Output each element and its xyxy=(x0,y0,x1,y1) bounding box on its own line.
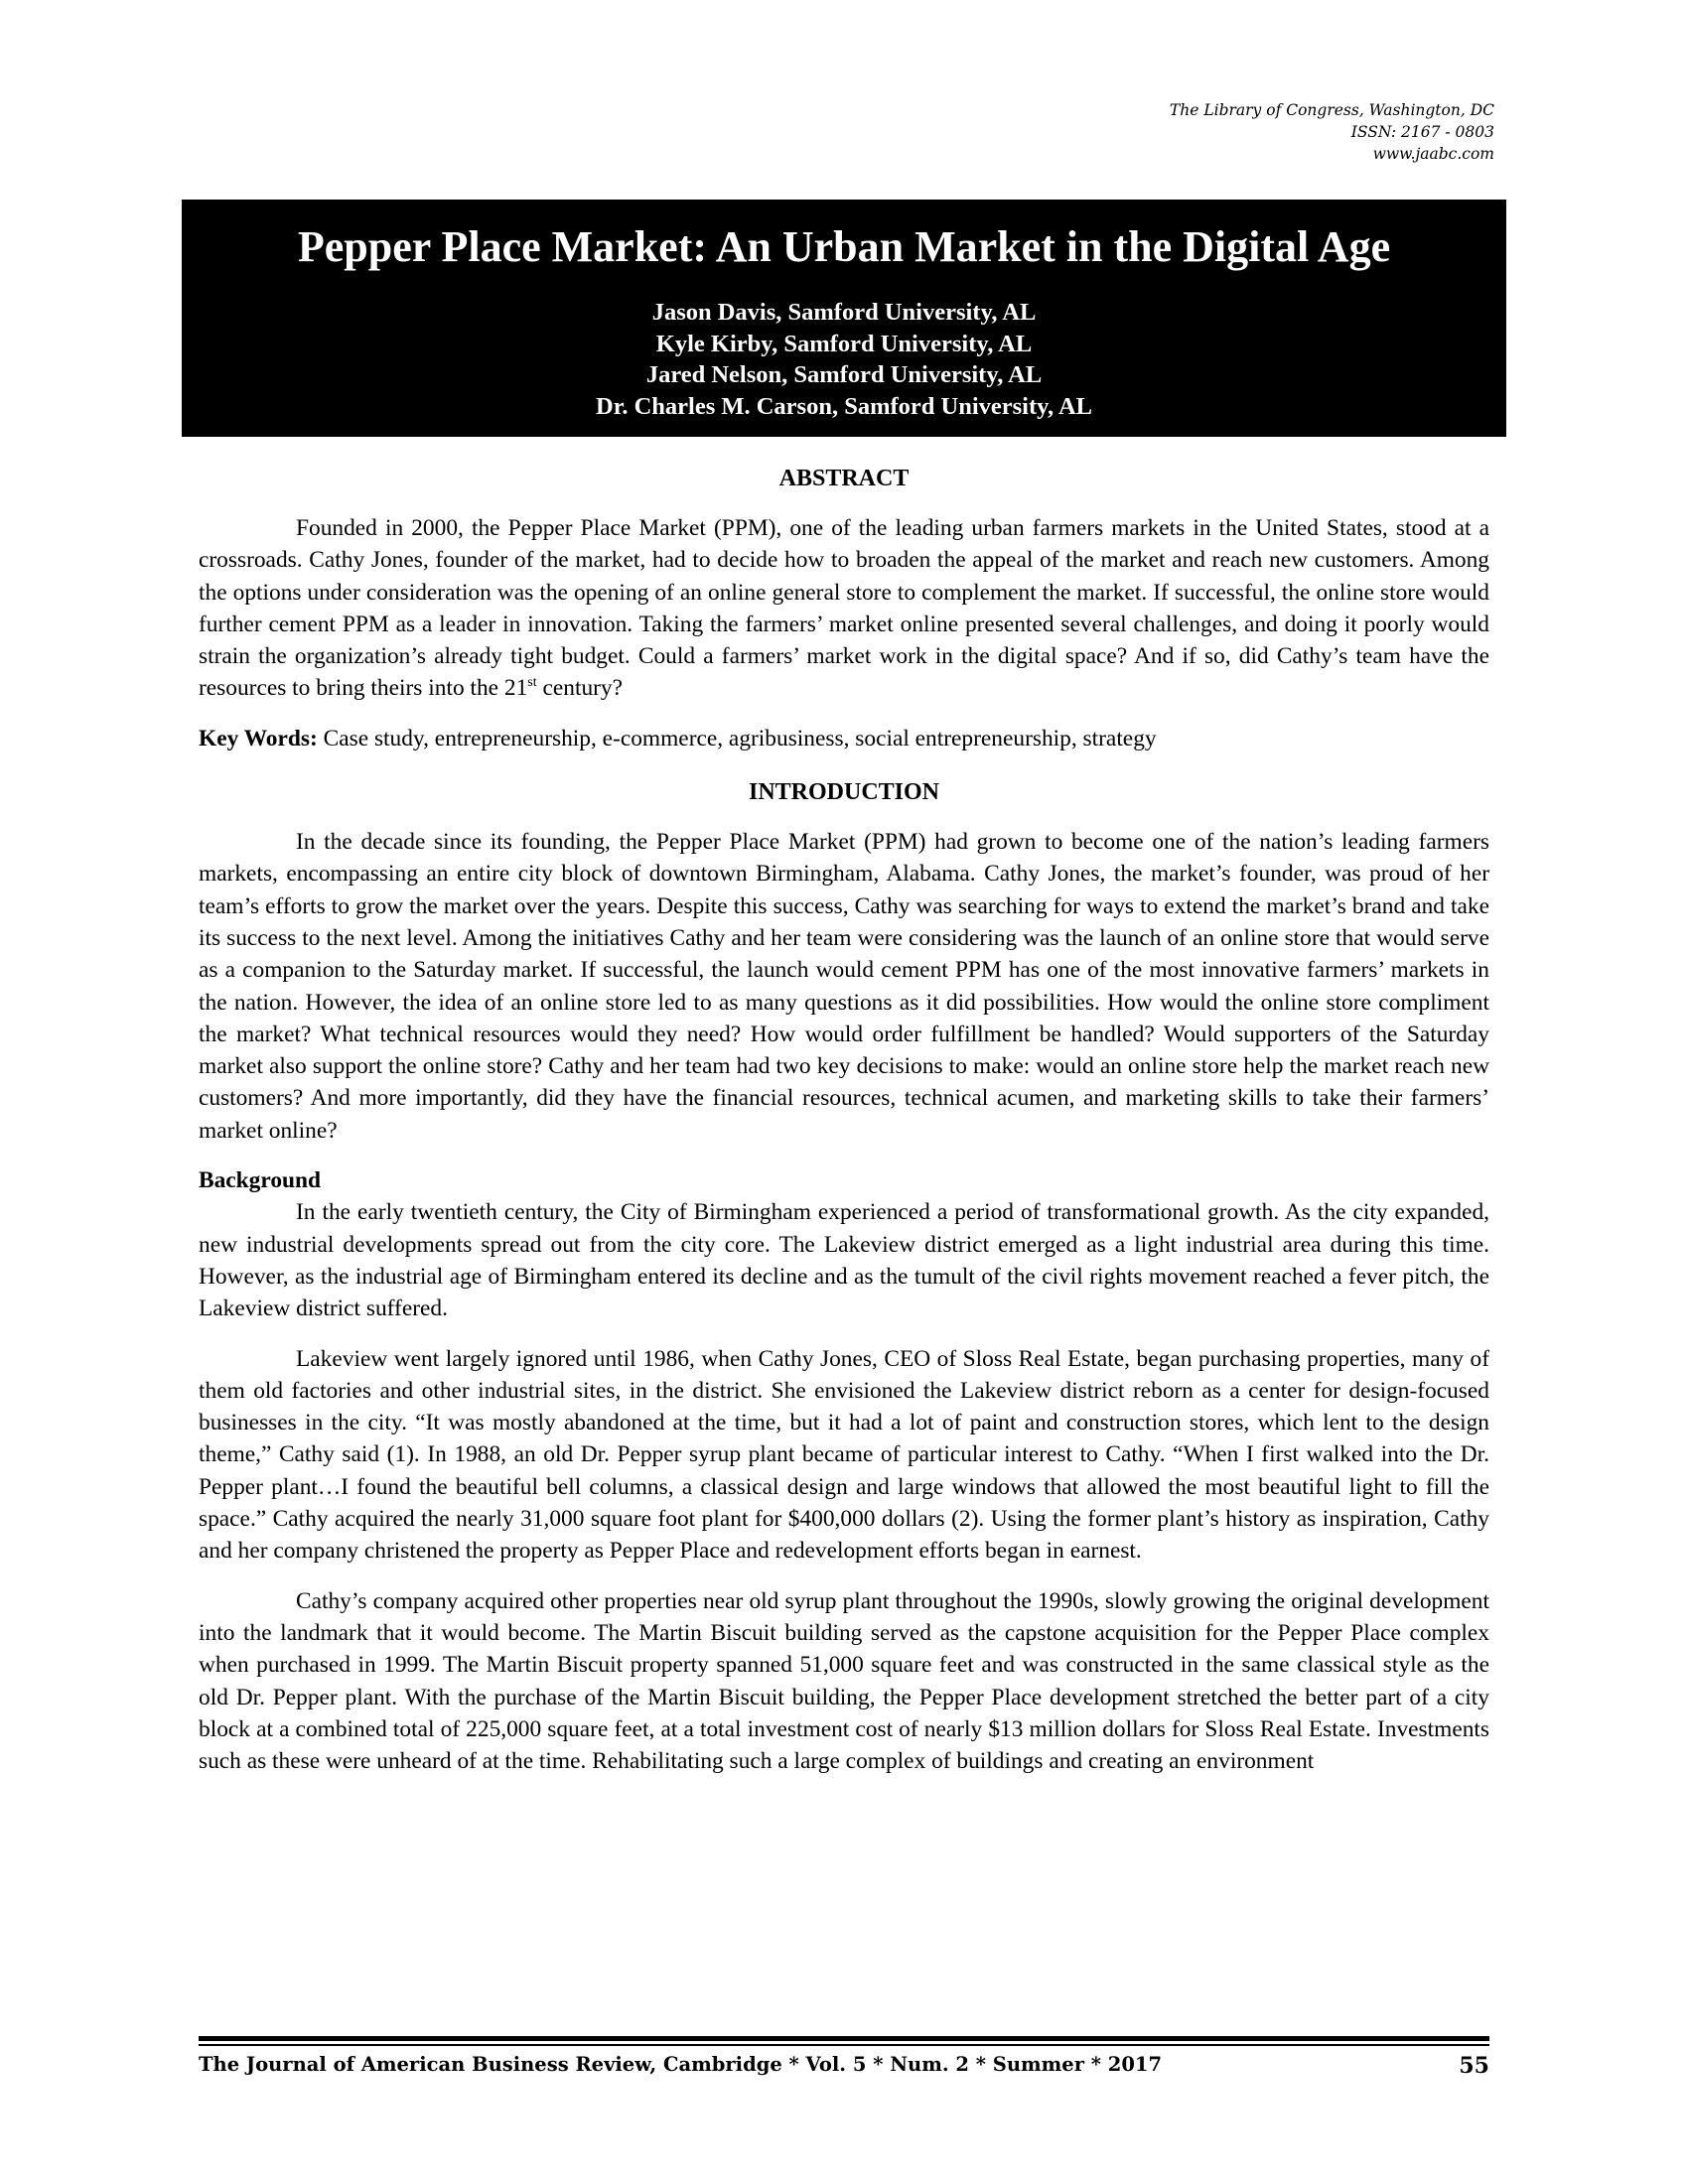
page-number: 55 xyxy=(1459,2053,1489,2079)
background-paragraph: In the early twentieth century, the City of Birmingham experienced a period of transformational growth. As the city expanded, new industrial developments spread out from the city core. The Lakeview district emerged as a light industrial area during this time. However, as the industrial age of Birmingham entered its decline and as the tumult of the civil rights movement reached a fever pitch, the Lakeview district suffered. xyxy=(199,1199,1489,1322)
ordinal-superscript: st xyxy=(527,675,537,691)
author-item: Jason Davis, Samford University, AL xyxy=(651,299,1037,326)
journal-citation: The Journal of American Business Review, Cambridge * Vol. 5 * Num. 2 * Summer * 2017 xyxy=(199,2053,1163,2076)
author-item: Kyle Kirby, Samford University, AL xyxy=(655,330,1033,357)
introduction-text: In the decade since its founding, the Pepper Place Market (PPM) had grown to become one of the nation’s leading farmers markets, encompassing an entire city block of downtown Birmingham, Alabama. Cathy Jones, the market’s founder, was proud of her team’s efforts to grow the market over the years. Despite this success, Cathy was searching for ways to extend the market’s brand and take its success to the next level. Among the initiatives Cathy and her team were considering was the launch of an online store that would serve as a companion to the Saturday market. If successful, the launch would cement PPM has one of the most innovative farmers’ markets in the nation. However, the idea of an online store led to as many questions as it did possibilities. How would the online store compliment the market? What technical resources would they need? How would order fulfillment be handled? Would supporters of the Saturday market also support the online store? Cathy and her team had two key decisions to make: would an online store help the market reach new customers? And more importantly, did they have the financial resources, technical acumen, and marketing skills to take their farmers’ market online? xyxy=(199,829,1489,1144)
background-heading: Background xyxy=(199,1167,322,1194)
background-paragraph: Lakeview went largely ignored until 1986, when Cathy Jones, CEO of Sloss Real Estate, began purchasing properties, many of them old factories and other industrial sites, in the district. She envisioned the Lakeview district reborn as a center for design-focused businesses in the city. “It was mostly abandoned at the time, but it had a lot of paint and construction stores, which lent to the design theme,” Cathy said (1). In 1988, an old Dr. Pepper syrup plant became of particular interest to Cathy. “When I first walked into the Dr. Pepper plant…I found the beautiful bell columns, a classical design and large windows that allowed the most beautiful light to fill the space.” Cathy acquired the nearly 31,000 square foot plant for $400,000 dollars (2). Using the former plant’s history as inspiration, Cathy and her company christened the property as Pepper Place and redevelopment efforts began in earnest. xyxy=(199,1345,1489,1565)
publisher-line: The Library of Congress, Washington, DC xyxy=(1169,101,1494,119)
background-paragraph: Cathy’s company acquired other properties near old syrup plant throughout the 1990s, slowly growing the original development into the landmark that it would become. The Martin Biscuit building served as the capstone acquisition for the Pepper Place complex when purchased in 1999. The Martin Biscuit property spanned 51,000 square feet and was constructed in the same classical style as the old Dr. Pepper plant. With the purchase of the Martin Biscuit building, the Pepper Place development stretched the better part of a city block at a combined total of 225,000 square feet, at a total investment cost of nearly $13 million dollars for Sloss Real Estate. Investments such as these were unheard of at the time. Rehabilitating such a large complex of buildings and creating an environment xyxy=(199,1587,1489,1775)
author-list xyxy=(182,297,1506,422)
author-item: Dr. Charles M. Carson, Samford University, AL xyxy=(596,392,1092,420)
title-banner xyxy=(182,200,1506,437)
introduction-heading: INTRODUCTION xyxy=(748,779,940,806)
keywords xyxy=(199,723,1489,754)
abstract-heading: ABSTRACT xyxy=(778,466,910,491)
footer-rule xyxy=(199,2044,1489,2046)
publication-info xyxy=(1170,99,1494,165)
article-body xyxy=(199,459,1489,1777)
abstract-text: Founded in 2000, the Pepper Place Market (PPM), one of the leading urban farmers markets in the United States, stood at a crossroads. Cathy Jones, founder of the market, had to decide how to broaden the appeal of the market and reach new customers. Among the options under consideration was the opening of an online general store to complement the market. If successful, the online store would further cement PPM as a leader in innovation. Taking the farmers’ market online presented several challenges, and doing it poorly would strain the organization’s already tight budget. Could a farmers’ market work in the digital space? And if so, did Cathy’s team have the resources to bring theirs into the 21st century? xyxy=(199,515,1489,702)
issn-line: ISSN: 2167 - 0803 xyxy=(1350,123,1494,141)
website-link[interactable]: www.jaabc.com xyxy=(1372,145,1494,163)
paper-title: Pepper Place Market: An Urban Market in the Digital Age xyxy=(297,222,1391,271)
keywords-label: Key Words: xyxy=(199,725,318,751)
footer-rule xyxy=(199,2036,1489,2041)
keywords-text: Case study, entrepreneurship, e-commerce, agribusiness, social entrepreneurship, strategy xyxy=(317,725,1157,751)
author-item: Jared Nelson, Samford University, AL xyxy=(645,361,1043,388)
